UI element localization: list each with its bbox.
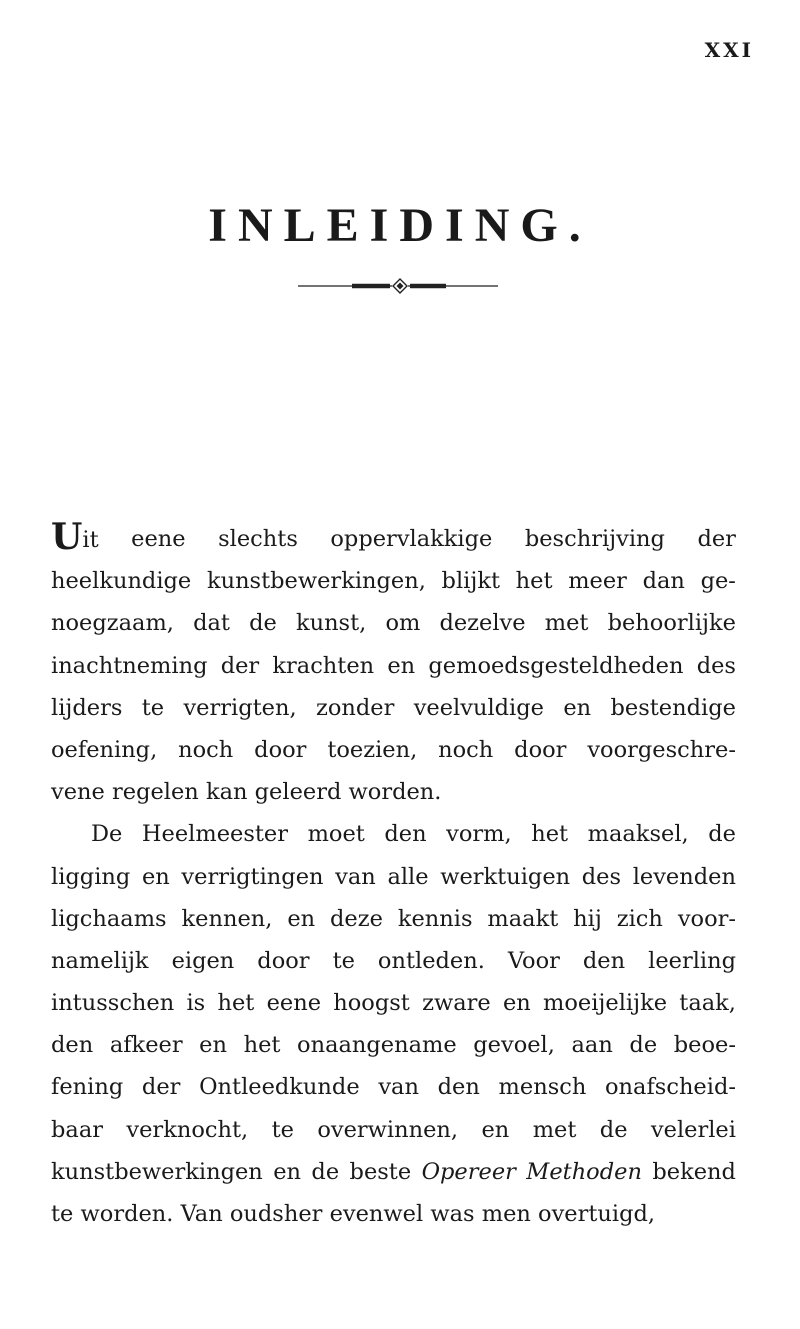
word: van [335, 863, 376, 890]
word: verrigtingen [181, 863, 324, 890]
word: velerlei [650, 1116, 736, 1143]
word: kunstbewerkingen [51, 1158, 263, 1185]
word: des [696, 652, 736, 679]
word: noch [438, 736, 494, 763]
chapter-title: INLEIDING. [208, 199, 592, 252]
word: ge- [700, 568, 736, 595]
word: vene [51, 779, 105, 806]
word: werktuigen [440, 863, 571, 890]
page-number: XXI [704, 38, 754, 62]
word: eene [131, 526, 186, 552]
word: ontleden. [377, 947, 485, 974]
word: den [437, 1074, 480, 1101]
word: door [254, 736, 307, 763]
body-text [51, 518, 736, 1235]
word: en [387, 652, 416, 679]
text-line [51, 1151, 736, 1193]
word: bekend [652, 1158, 736, 1185]
word: leerling [648, 947, 736, 974]
word: van [378, 1074, 419, 1101]
word: te [271, 1116, 294, 1143]
text-line [51, 602, 736, 644]
word: oefening, [51, 736, 158, 763]
word: de [708, 821, 736, 848]
word: zware [422, 990, 491, 1017]
word: door [257, 947, 310, 974]
word: aan [571, 1032, 613, 1059]
word: de [629, 1032, 658, 1059]
word: kunst, [295, 610, 367, 637]
word: den [384, 821, 427, 848]
word: des [581, 863, 622, 890]
text-line [51, 813, 736, 855]
text-line [51, 645, 736, 687]
word: kunstbewerkingen, [206, 568, 426, 595]
word: geleerd [254, 779, 342, 806]
word: gemoedsgesteldheden [428, 652, 684, 679]
word: verknocht, [126, 1116, 249, 1143]
word: dat [193, 610, 230, 637]
word: te [332, 947, 355, 974]
word: dan [642, 568, 685, 595]
word: men [481, 1201, 531, 1227]
word: beste [349, 1158, 412, 1185]
word: en [199, 1032, 227, 1059]
word: zonder [315, 694, 395, 721]
word: de [599, 1116, 628, 1143]
word: Voor [507, 947, 560, 974]
word: hij [573, 905, 602, 932]
word: oppervlakkige [330, 526, 493, 552]
word: den [582, 947, 626, 974]
text-line [51, 687, 736, 729]
word: Methoden [526, 1158, 642, 1185]
word: regelen [112, 779, 199, 806]
word: eigen [171, 947, 235, 974]
word: der [220, 652, 260, 679]
word: moeijelijke [543, 990, 668, 1017]
word: Ontleedkunde [199, 1074, 360, 1101]
word: maakt [487, 905, 559, 932]
word: namelijk [51, 947, 149, 974]
word: voor- [677, 905, 736, 932]
word: met [532, 1116, 577, 1143]
text-line [51, 898, 736, 940]
text-line [51, 856, 736, 898]
word: het [515, 568, 553, 595]
word: heelkundige [51, 568, 192, 595]
text-line [51, 560, 736, 602]
word: het [243, 1032, 281, 1059]
word: en [287, 905, 316, 932]
word: inachtneming [51, 652, 208, 679]
word: oudsher [229, 1201, 323, 1227]
text-line [51, 1024, 736, 1066]
word: zich [616, 905, 663, 932]
text-line [51, 729, 736, 771]
word: om [385, 610, 421, 637]
word: afkeer [109, 1032, 183, 1059]
diamond-icon [393, 279, 407, 293]
word: kan [205, 779, 248, 806]
word: vorm, [446, 821, 512, 848]
word: het [531, 821, 569, 848]
word: Van [180, 1201, 223, 1227]
word: Opereer [421, 1158, 516, 1185]
word: mensch [498, 1074, 587, 1101]
word: slechts [218, 526, 298, 552]
word: gevoel, [473, 1032, 555, 1059]
word: hoogst [333, 990, 410, 1017]
word: behoorlijke [607, 610, 736, 637]
paragraph [51, 813, 736, 1235]
word: noch [178, 736, 234, 763]
word: kennis [397, 905, 473, 932]
text-line [51, 771, 736, 813]
word: ligging [51, 863, 131, 890]
word: maaksel, [587, 821, 689, 848]
word: der [141, 1074, 181, 1101]
word: noegzaam, [51, 610, 174, 637]
text-line [51, 518, 736, 560]
word: beschrijving [524, 526, 665, 552]
word: veelvuldige [413, 694, 544, 721]
word: en [141, 863, 170, 890]
word: krachten [272, 652, 375, 679]
word: kennen, [181, 905, 273, 932]
word: en [273, 1158, 302, 1185]
word: blijkt [441, 568, 500, 595]
text-line [51, 1109, 736, 1151]
word: deze [330, 905, 383, 932]
word: alle [387, 863, 429, 890]
word: en [481, 1116, 510, 1143]
word: en [563, 694, 592, 721]
word: ligchaams [51, 905, 167, 932]
text-line [51, 1066, 736, 1108]
word: eene [266, 990, 322, 1017]
word: te [51, 1201, 74, 1227]
word: en [502, 990, 531, 1017]
ornament-divider [0, 278, 800, 294]
word: lijders [51, 694, 123, 721]
word: worden. [80, 1201, 174, 1227]
text-line [51, 1193, 736, 1235]
word: taak, [679, 990, 736, 1017]
word: den [51, 1032, 94, 1059]
word: worden. [348, 779, 442, 806]
word: voorgeschre- [587, 736, 736, 763]
word: baar [51, 1116, 103, 1143]
word: was [430, 1201, 475, 1227]
word: het [217, 990, 255, 1017]
word: Heelmeester [141, 821, 288, 848]
word: overtuigd, [538, 1201, 656, 1227]
word: bestendige [610, 694, 736, 721]
word: met [544, 610, 589, 637]
word: evenwel [329, 1201, 424, 1227]
word: der [697, 526, 736, 552]
word: te [141, 694, 165, 721]
word: is [186, 990, 206, 1017]
word: beoe- [673, 1032, 736, 1059]
word: de [249, 610, 277, 637]
word: meer [568, 568, 627, 595]
word: verrigten, [183, 694, 297, 721]
word: overwinnen, [317, 1116, 459, 1143]
paragraph [51, 518, 736, 813]
word: de [311, 1158, 340, 1185]
word: door [514, 736, 567, 763]
word: Uit [51, 516, 99, 558]
word: onaangename [297, 1032, 457, 1059]
word: dezelve [439, 610, 526, 637]
word: intusschen [51, 990, 175, 1017]
word: levenden [632, 863, 736, 890]
word: toezien, [327, 736, 418, 763]
text-line [51, 982, 736, 1024]
word: De [91, 821, 123, 848]
text-line [51, 940, 736, 982]
word: onafscheid- [605, 1074, 736, 1101]
word: moet [307, 821, 365, 848]
word: fening [51, 1074, 124, 1101]
